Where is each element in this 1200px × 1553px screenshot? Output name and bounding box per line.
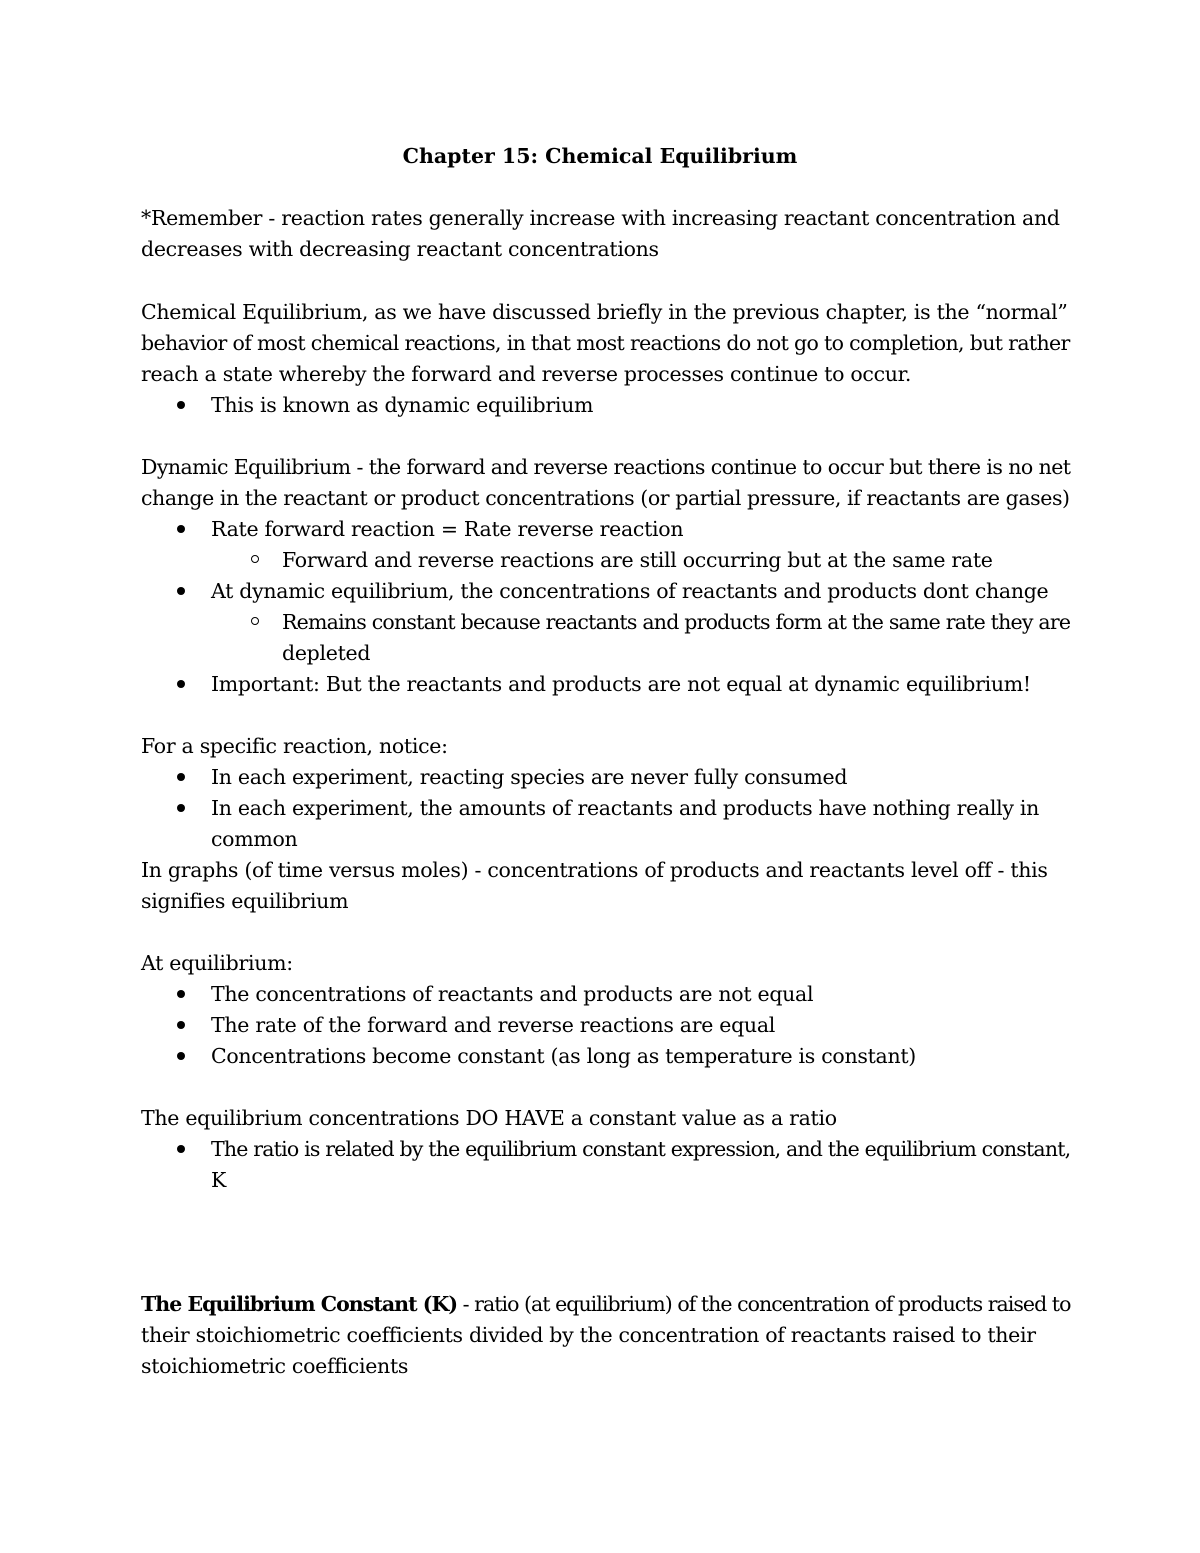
dynamic-line-1: Dynamic Equilibrium - the forward and reverse reactions continue to occur but there is no net (141, 455, 1071, 479)
dynamic-bullet-1-sub-1: Forward and reverse reactions are still occurring but at the same rate (282, 548, 993, 572)
dynamic-bullet-3: Important: But the reactants and products are not equal at dynamic equilibrium! (211, 672, 1031, 696)
bullet-dot-icon (177, 990, 185, 998)
ratio-bullet-1-line-2: K (211, 1168, 227, 1192)
k-def-line-1 (141, 1289, 1070, 1320)
bullet-dot-icon (177, 1145, 185, 1153)
ratio-bullet-1-line-1: The ratio is related by the equilibrium constant expression, and the equilibrium constant, (211, 1137, 1071, 1161)
bullet-dot-icon (177, 773, 185, 781)
k-def-term: The Equilibrium Constant (K) (141, 1292, 458, 1316)
chem-eq-line-2: behavior of most chemical reactions, in that most reactions do not go to completion, but rather (141, 331, 1070, 355)
dynamic-bullet-2-sub-1-line-2: depleted (282, 641, 371, 665)
bullet-dot-icon (177, 680, 185, 688)
bullet-circle-icon (251, 555, 259, 563)
bullet-dot-icon (177, 525, 185, 533)
remember-line-2: decreases with decreasing reactant concentrations (141, 237, 659, 261)
remember-line-1: *Remember - reaction rates generally increase with increasing reactant concentration and (141, 206, 1060, 230)
dynamic-bullet-2: At dynamic equilibrium, the concentrations of reactants and products dont change (211, 579, 1049, 603)
k-def-line-2: their stoichiometric coefficients divided by the concentration of reactants raised to their (141, 1323, 1036, 1347)
specific-bullet-1: In each experiment, reacting species are never fully consumed (211, 765, 848, 789)
at-eq-intro: At equilibrium: (141, 951, 293, 975)
dynamic-bullet-1: Rate forward reaction = Rate reverse reaction (211, 517, 684, 541)
chem-eq-line-1: Chemical Equilibrium, as we have discussed briefly in the previous chapter, is the “normal” (141, 300, 1068, 324)
at-eq-bullet-3: Concentrations become constant (as long as temperature is constant) (211, 1044, 916, 1068)
bullet-dot-icon (177, 804, 185, 812)
bullet-circle-icon (251, 617, 259, 625)
chem-eq-bullet-1: This is known as dynamic equilibrium (211, 393, 594, 417)
graphs-line-1: In graphs (of time versus moles) - concentrations of products and reactants level off - this (141, 858, 1048, 882)
bullet-dot-icon (177, 401, 185, 409)
dynamic-line-2: change in the reactant or product concentrations (or partial pressure, if reactants are gases) (141, 486, 1070, 510)
dynamic-bullet-2-sub-1-line-1: Remains constant because reactants and products form at the same rate they are (282, 610, 1071, 634)
bullet-dot-icon (177, 587, 185, 595)
bullet-dot-icon (177, 1021, 185, 1029)
k-def-line-3: stoichiometric coefficients (141, 1354, 409, 1378)
page-title: Chapter 15: Chemical Equilibrium (402, 144, 798, 168)
specific-intro: For a specific reaction, notice: (141, 734, 448, 758)
bullet-dot-icon (177, 1052, 185, 1060)
chem-eq-line-3: reach a state whereby the forward and reverse processes continue to occur. (141, 362, 912, 386)
specific-bullet-2-line-2: common (211, 827, 298, 851)
at-eq-bullet-2: The rate of the forward and reverse reactions are equal (211, 1013, 775, 1037)
at-eq-bullet-1: The concentrations of reactants and products are not equal (211, 982, 814, 1006)
k-def-line-1-rest: - ratio (at equilibrium) of the concentration of products raised to (457, 1292, 1071, 1316)
specific-bullet-2-line-1: In each experiment, the amounts of reactants and products have nothing really in (211, 796, 1040, 820)
graphs-line-2: signifies equilibrium (141, 889, 349, 913)
ratio-intro: The equilibrium concentrations DO HAVE a constant value as a ratio (141, 1106, 837, 1130)
